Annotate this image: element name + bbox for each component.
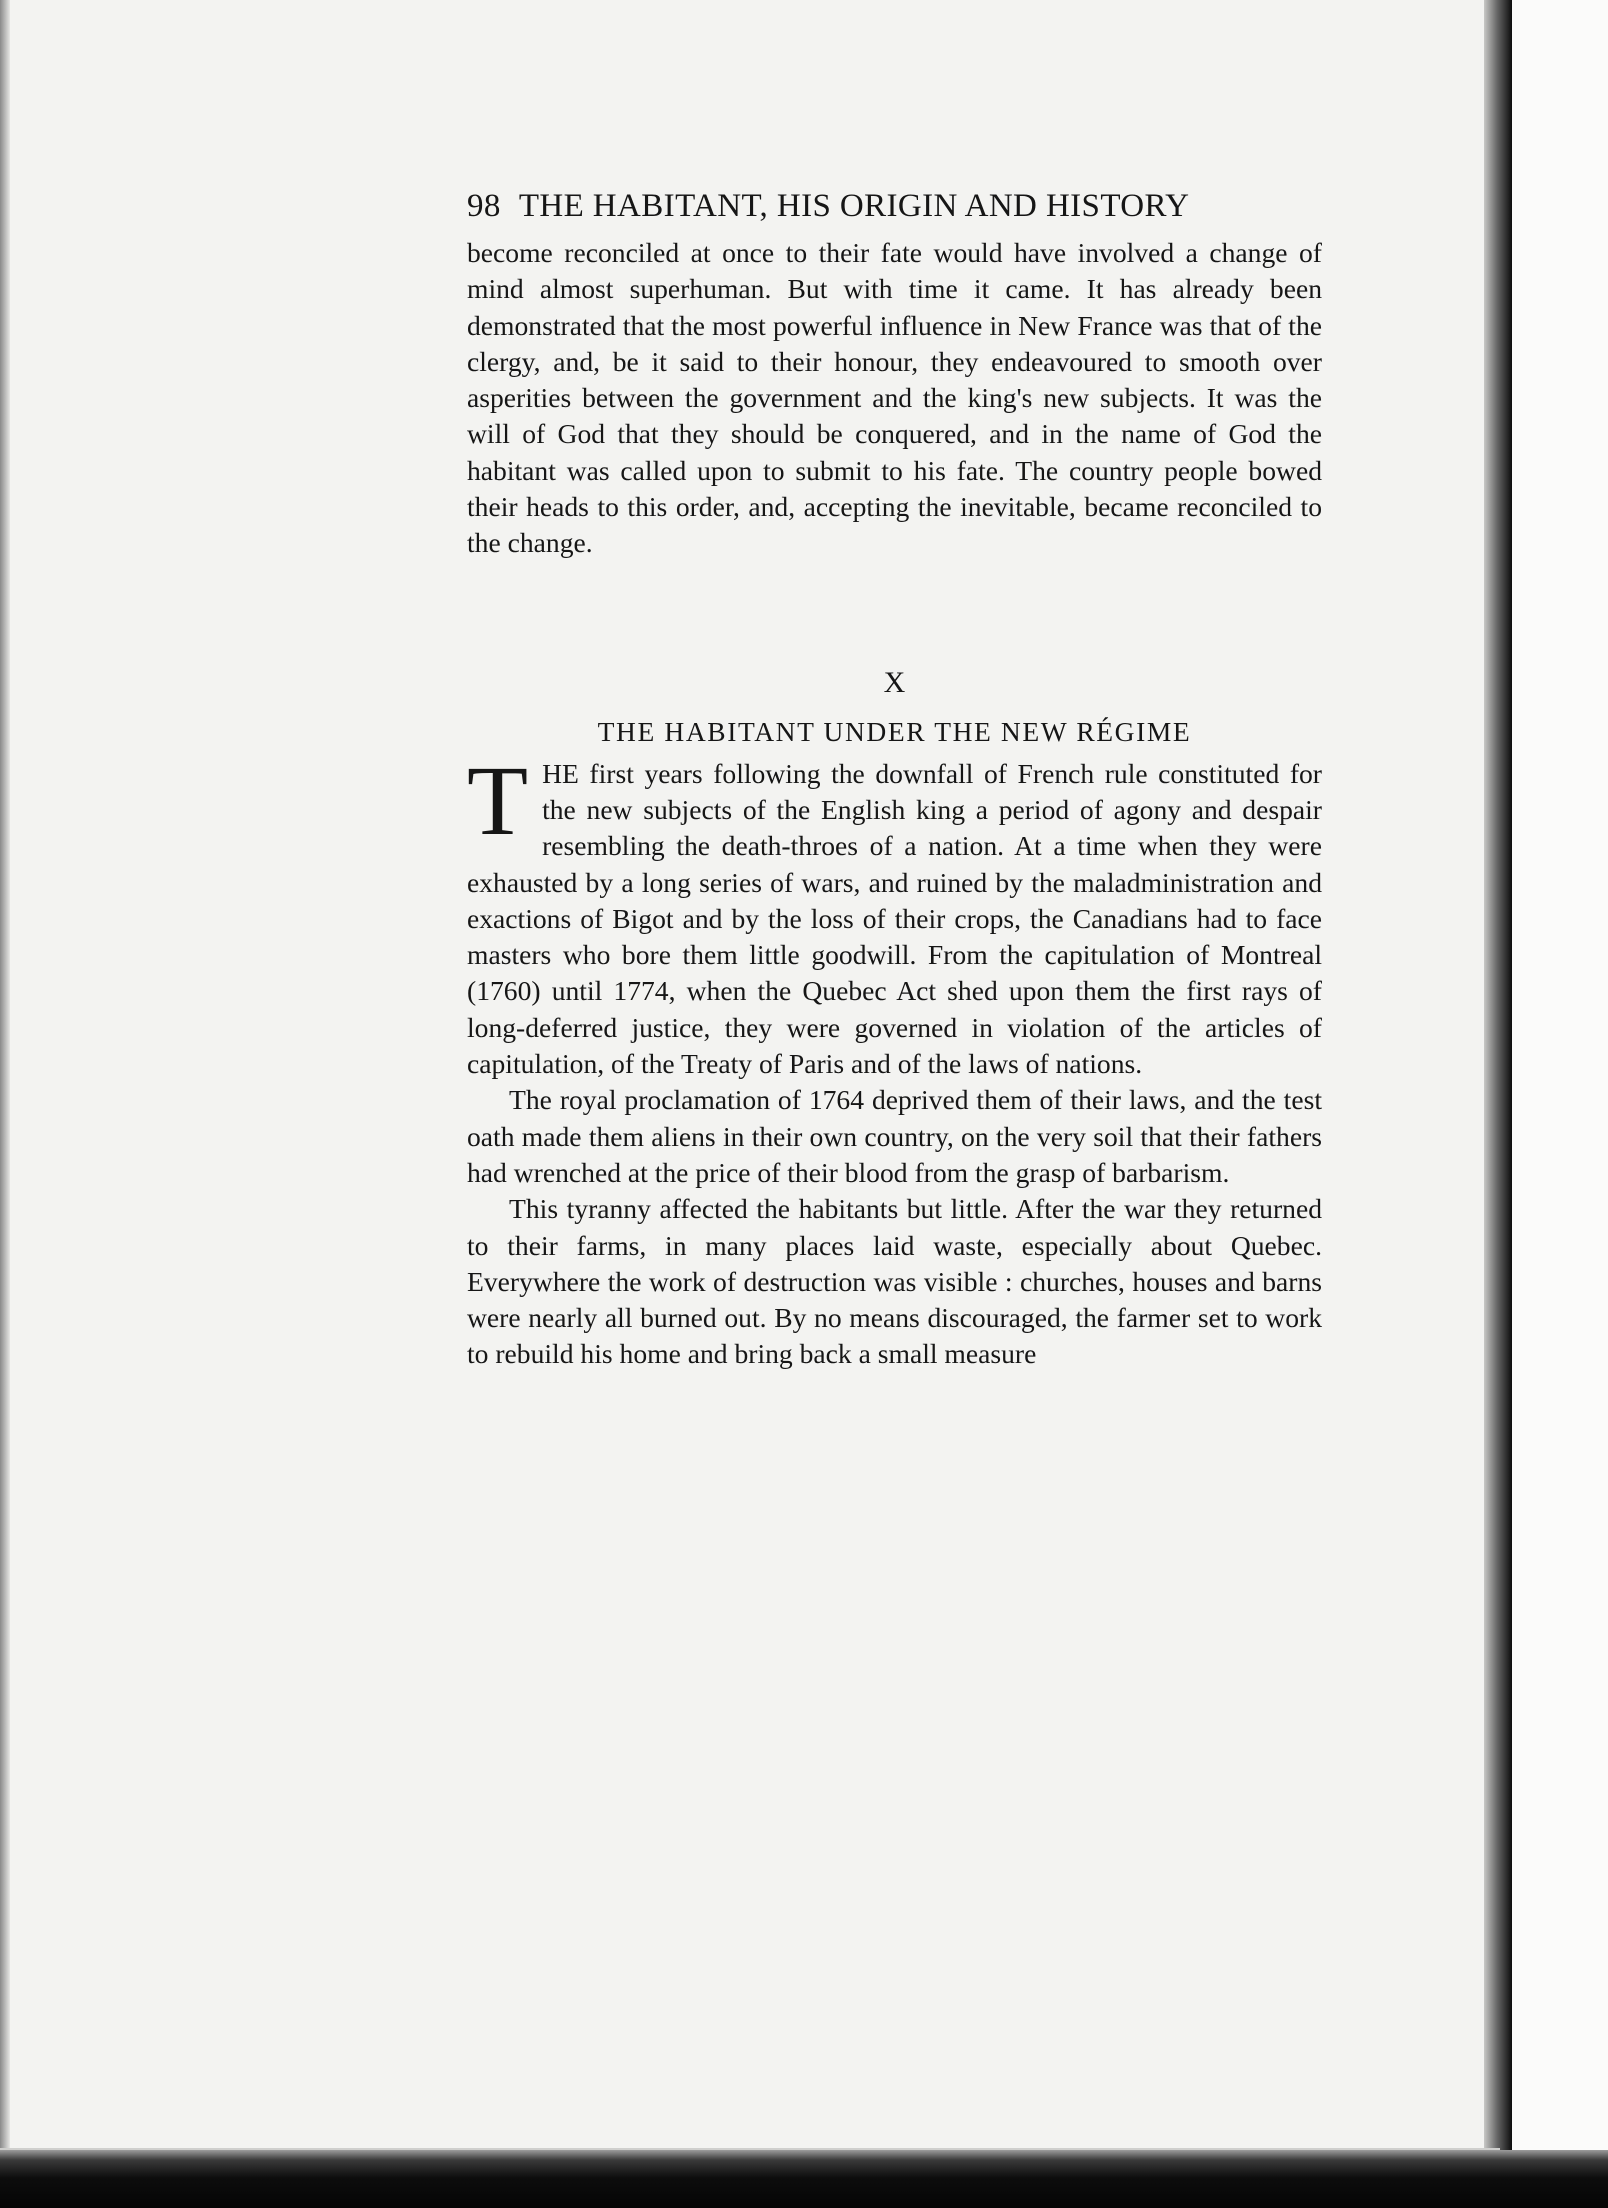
running-head-title: THE HABITANT, HIS ORIGIN AND HISTORY xyxy=(518,188,1190,224)
scan-bottom-border xyxy=(0,2150,1608,2208)
body-text xyxy=(467,235,1322,1373)
facing-page-edge xyxy=(1512,0,1608,2208)
paragraph: This tyranny affected the habitants but little. After the war they returned to their farms, in many places laid waste, especially about Quebec. Everywhere the work of destruction was visible : churches, houses and barns were nearly all burned out. By no means discouraged, the farmer set to work to rebuild his home and bring back a small measure xyxy=(467,1193,1322,1370)
drop-cap: T xyxy=(467,744,529,856)
chapter-opening-paragraph xyxy=(467,744,1322,1083)
continued-paragraph: become reconciled at once to their fate would have involved a change of mind almost superhuman. But with time it came. It has already been demonstrated that the most powerful influence in New France was that of the clergy, and, be it said to their honour, they endeavoured to smooth over asperities between the government and the king's new subjects. It was the will of God that they should be conquered, and in the name of God the habitant was called upon to submit to his fate. The country people bowed their heads to this order, and, accepting the inevitable, became reconciled to the change. xyxy=(467,237,1322,559)
chapter-number: X xyxy=(883,665,906,699)
running-head xyxy=(467,188,1322,225)
page-left-edge xyxy=(0,0,10,2208)
opening-paragraph-text: HE first years following the downfall of French rule constituted for the new subjects of the English king a period of agony and despair resembling the death-throes of a nation. At a time when they were exhausted by a long series of wars, and ruined by the maladministration and exactions of Bigot and by the loss of their crops, the Canadians had to face masters who bore them little goodwill. From the capitulation of Montreal (1760) until 1774, when the Quebec Act shed upon them the first rays of long-deferred justice, they were governed in violation of the articles of capitulation, of the Treaty of Paris and of the laws of nations. xyxy=(467,757,1322,1080)
page-text-block xyxy=(467,188,1322,1373)
page-number: 98 xyxy=(467,188,501,224)
paragraph: The royal proclamation of 1764 deprived them of their laws, and the test oath made them aliens in their own country, on the very soil that their fathers had wrenched at the price of their blood from the grasp of barbarism. xyxy=(467,1084,1322,1188)
chapter-title: THE HABITANT UNDER THE NEW RÉGIME xyxy=(597,715,1192,747)
book-spine-shadow xyxy=(1484,0,1512,2150)
